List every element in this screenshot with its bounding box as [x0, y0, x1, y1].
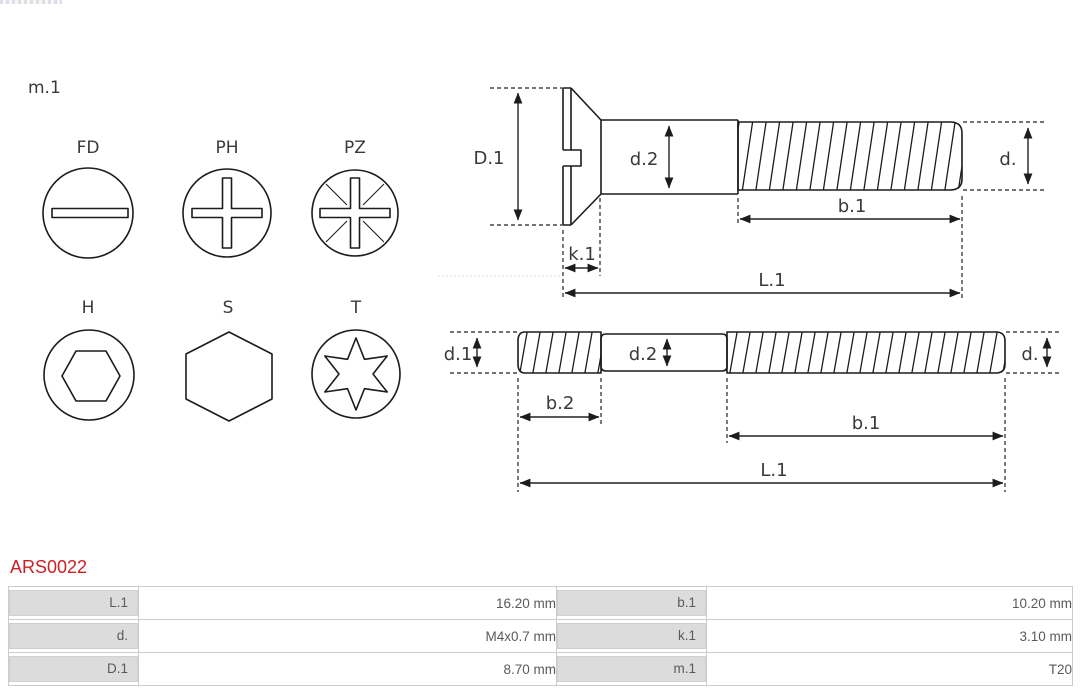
countersunk-screw-drawing: [438, 88, 1047, 298]
spec-label: k.1: [557, 623, 706, 649]
hex-external-icon: [186, 332, 272, 421]
head-label-t: T: [350, 298, 362, 318]
torx-icon: [312, 330, 400, 418]
spec-value: 8.70 mm: [139, 653, 557, 686]
pozidriv-icon: [312, 170, 398, 256]
dim-b1-label: b.1: [851, 413, 881, 434]
head-type-icons: [43, 138, 400, 421]
thread-hatching: [728, 116, 970, 196]
spec-label: L.1: [9, 590, 138, 616]
spec-label: m.1: [557, 656, 706, 682]
drive-size-label: m.1: [28, 78, 61, 98]
spec-value: T20: [707, 653, 1073, 686]
spec-value: 10.20 mm: [707, 587, 1073, 620]
spec-row: [9, 653, 1073, 686]
head-label-fd: FD: [76, 138, 100, 158]
dim-d-label: d.: [999, 149, 1017, 170]
hex-socket-icon: [44, 330, 134, 420]
spec-label: b.1: [557, 590, 706, 616]
flat-drive-icon: [43, 168, 133, 258]
dim-L1-label: L.1: [760, 460, 788, 481]
head-label-s: S: [222, 298, 234, 318]
spec-table: [8, 586, 1073, 686]
spec-value: 3.10 mm: [707, 620, 1073, 653]
spec-label: d.: [9, 623, 138, 649]
dim-d-label: d.: [1021, 344, 1039, 365]
part-number-link[interactable]: ARS0022: [10, 557, 88, 577]
dim-b2-label: b.2: [545, 393, 575, 414]
stud-screw-drawing: [444, 327, 1062, 492]
spec-value: M4x0.7 mm: [139, 620, 557, 653]
dim-d2-label: d.2: [628, 344, 658, 365]
dim-b1-label: b.1: [837, 196, 867, 217]
phillips-icon: [183, 169, 271, 257]
dim-L1-label: L.1: [758, 270, 786, 291]
dim-d2-label: d.2: [629, 149, 659, 170]
dim-k1-label: k.1: [568, 244, 596, 265]
spec-row: [9, 620, 1073, 653]
spec-value: 16.20 mm: [139, 587, 557, 620]
thread-hatching-right: [716, 327, 1011, 378]
head-label-pz: PZ: [344, 138, 366, 158]
dim-d1-label: d.1: [443, 344, 473, 365]
dim-D1-label: D.1: [473, 148, 505, 169]
head-label-ph: PH: [215, 138, 239, 158]
head-label-h: H: [81, 298, 95, 318]
spec-row: [9, 587, 1073, 620]
thread-hatching-left: [506, 327, 606, 378]
spec-label: D.1: [9, 656, 138, 682]
